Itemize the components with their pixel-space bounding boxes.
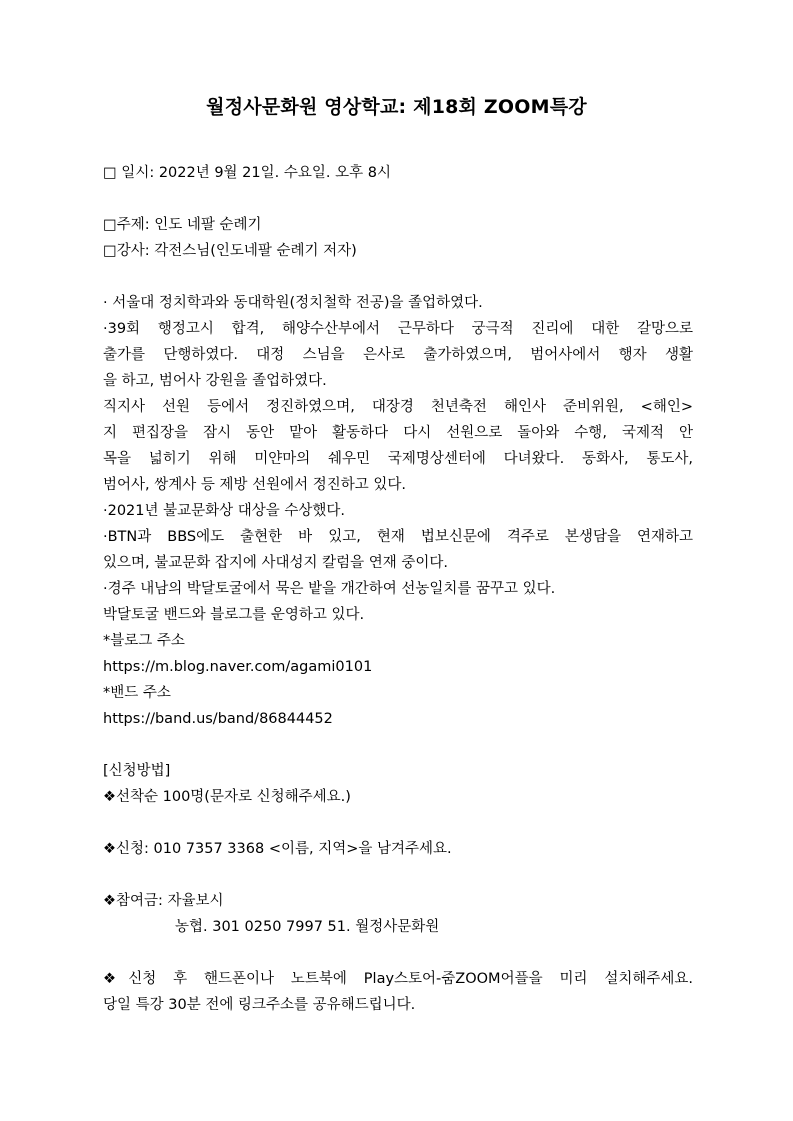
bio-line: ·경주 내남의 박달토굴에서 묵은 밭을 개간하여 선농일치를 꿈꾸고 있다. bbox=[103, 581, 556, 597]
bio-line: 박달토굴 밴드와 블로그를 운영하고 있다. bbox=[103, 607, 365, 623]
blog-url-link[interactable]: https://m.blog.naver.com/agami0101 bbox=[103, 659, 373, 675]
bio-line: 목을 넓히기 위해 미얀마의 쉐우민 국제명상센터에 다녀왔다. 동화사, 통도사, bbox=[103, 451, 693, 467]
fee-label: ❖참여금: 자율보시 bbox=[103, 893, 224, 909]
topic-line: □주제: 인도 네팔 순례기 bbox=[103, 217, 262, 233]
notice-line: 당일 특강 30분 전에 링크주소를 공유해드립니다. bbox=[103, 997, 416, 1013]
spacer bbox=[103, 862, 693, 888]
spacer bbox=[103, 186, 693, 212]
apply-capacity: ❖선착순 100명(문자로 신청해주세요.) bbox=[103, 789, 351, 805]
bio-line: ·2021년 불교문화상 대상을 수상했다. bbox=[103, 503, 346, 519]
apply-header: [신청방법] bbox=[103, 763, 171, 779]
document-body bbox=[103, 160, 693, 1018]
spacer bbox=[103, 810, 693, 836]
apply-contact: ❖신청: 010 7357 3368 <이름, 지역>을 남겨주세요. bbox=[103, 841, 452, 857]
bio-line: ·BTN과 BBS에도 출현한 바 있고, 현재 법보신문에 격주로 본생담을 연재하고 bbox=[103, 529, 693, 545]
bio-line: 을 하고, 범어사 강원을 졸업하였다. bbox=[103, 373, 327, 389]
lecturer-line: □강사: 각전스님(인도네팔 순례기 저자) bbox=[103, 243, 357, 259]
fee-account: 농협. 301 0250 7997 51. 월정사문화원 bbox=[175, 919, 440, 935]
bio-line: 직지사 선원 등에서 정진하였으며, 대장경 천년축전 해인사 준비위원, <해인> bbox=[103, 399, 693, 415]
document-title: 월정사문화원 영상학교: 제18회 ZOOM특강 bbox=[206, 96, 587, 118]
band-label: *밴드 주소 bbox=[103, 685, 171, 701]
spacer bbox=[103, 732, 693, 758]
bio-line: 있으며, 불교문화 잡지에 사대성지 칼럼을 연재 중이다. bbox=[103, 555, 449, 571]
bio-line: ·39회 행정고시 합격, 해양수산부에서 근무하다 궁극적 진리에 대한 갈망으로 bbox=[103, 321, 693, 337]
band-url-link[interactable]: https://band.us/band/86844452 bbox=[103, 711, 333, 727]
date-line: □ 일시: 2022년 9월 21일. 수요일. 오후 8시 bbox=[103, 165, 391, 181]
spacer bbox=[103, 264, 693, 290]
bio-line: · 서울대 정치학과와 동대학원(정치철학 전공)을 졸업하였다. bbox=[103, 295, 483, 311]
bio-line: 출가를 단행하였다. 대정 스님을 은사로 출가하였으며, 범어사에서 행자 생활 bbox=[103, 347, 693, 363]
notice-line: ❖신청 후 핸드폰이나 노트북에 Play스토어-줌ZOOM어플을 미리 설치해주세요. bbox=[103, 971, 693, 987]
bio-line: 범어사, 쌍계사 등 제방 선원에서 정진하고 있다. bbox=[103, 477, 407, 493]
spacer bbox=[103, 940, 693, 966]
blog-label: *블로그 주소 bbox=[103, 633, 185, 649]
bio-line: 지 편집장을 잠시 동안 맡아 활동하다 다시 선원으로 돌아와 수행, 국제적 안 bbox=[103, 425, 693, 441]
